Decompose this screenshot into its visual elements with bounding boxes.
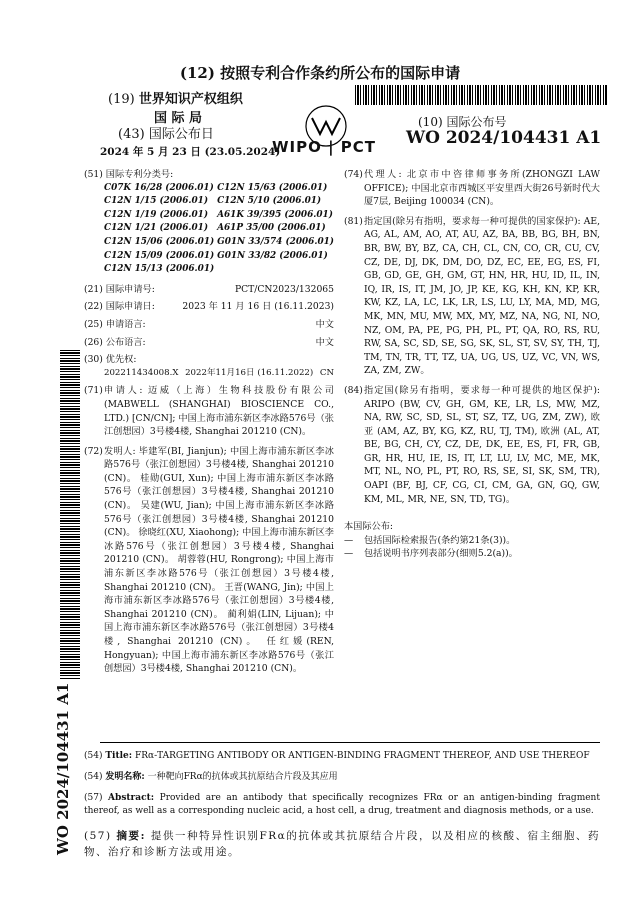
- barcode-side: [60, 350, 80, 680]
- ipc-class: C12N 1/19 (2006.01): [104, 209, 209, 220]
- pub-date-block: [100, 123, 281, 159]
- t54-num: (54): [84, 751, 103, 761]
- s22-label: 国际申请日:: [105, 301, 155, 313]
- org-num: (19): [108, 92, 135, 107]
- pub-no-label: 国际公布号: [446, 115, 507, 129]
- side-publication-code: WO 2024/104431 A1: [54, 682, 72, 855]
- org-name-line1: 世界知识产权组织: [138, 92, 243, 107]
- ipc-class: C12N 15/09 (2006.01): [104, 250, 215, 261]
- divider: [100, 742, 600, 743]
- s74-agent: 代理人: 北京市中咨律师事务所(ZHONGZI LAW OFFICE); 中国北京市西城区平安里西大街26号新时代大厦7层, Beijing 100034 (CN)。: [364, 169, 600, 208]
- org-name-line2: 国 际 局: [154, 111, 203, 126]
- dash-2: —: [344, 548, 354, 560]
- pub-no-value: WO 2024/104431 A1: [406, 128, 602, 148]
- t54-label: Title:: [105, 751, 133, 761]
- pub-date-label: 国际公布日: [148, 127, 214, 142]
- s30-label: 优先权:: [105, 354, 137, 366]
- ipc-class: C12N 15/13 (2006.01): [104, 264, 215, 275]
- ipc-class: C12N 1/21 (2006.01): [104, 223, 209, 234]
- left-column: [84, 168, 334, 676]
- ipc-classes: [84, 182, 334, 277]
- t57-abstract-en: Provided are an antibody that specifically recognizes FRα or an antigen-binding fragment thereof, as well as a corresponding nucleic acid, a host cell, a drug, treatment and diagnosis methods, or a use.: [84, 793, 600, 816]
- t54c-num: (54): [84, 772, 103, 782]
- t57c-num: (57): [84, 830, 112, 842]
- s81-designated-states: 指定国(除另有指明，要求每一种可提供的国家保护): AE, AG, AL, AM, AO, AT, AU, AZ, BA, BB, BG, BH, BN, BR, BW, BY, BZ, CA, CH, CL, CN, CO, CR, CU, CV, CZ, DE, DJ, DK, DM, DO, DZ, EC, EE, EG, ES, FI, GB, GD, GE, GH, GM, GT, HN, HR, HU, ID, IL, IN, IQ, IR, IS, IT, JM, JO, JP, KE, KG, KH, KN, KP, KR, KW, KZ, LA, LC, LK, LR, LS, LU, LY, MA, MD, MG, MK, MN, MU, MW, MX, MY, MZ, NA, NG, NI, NO, NZ, OM, PA, PE, PG, PH, PL, PT, QA, RO, RS, RU, RW, SA, SC, SD, SE, SG, SK, SL, ST, SV, SY, TH, TJ, TM, TN, TR, TT, TZ, UA, UG, US, UZ, VC, VN, WS, ZA, ZM, ZW。: [364, 215, 600, 377]
- s30-priority-cc: CN: [319, 367, 334, 378]
- org-block: [108, 88, 243, 126]
- s81-num: (81): [344, 215, 363, 227]
- s25-label: 申请语言:: [105, 318, 146, 330]
- bottom-section: [84, 750, 600, 863]
- ipc-class: C12N 5/10 (2006.01): [217, 196, 322, 207]
- s51-label: 国际专利分类号:: [105, 169, 174, 180]
- dash-1: —: [344, 534, 354, 546]
- ipc-class: C12N 15/63 (2006.01): [217, 182, 328, 193]
- s26-value: 中文: [315, 336, 334, 348]
- s72-num: (72): [84, 445, 103, 457]
- ipc-class: A61K 39/395 (2006.01): [217, 209, 333, 220]
- barcode-top: [355, 85, 607, 105]
- s71-num: (71): [84, 385, 103, 397]
- pub-no-num: (10): [418, 115, 443, 129]
- pub-date-value: 2024 年 5 月 23 日 (23.05.2024): [100, 146, 281, 158]
- s51-num: (51): [84, 169, 103, 180]
- t54-title-en: FRα-TARGETING ANTIBODY OR ANTIGEN-BINDING FRAGMENT THEREOF, AND USE THEREOF: [134, 751, 590, 761]
- s21-value: PCT/CN2023/132065: [234, 283, 334, 295]
- ipc-class: C12N 15/06 (2006.01): [104, 236, 215, 247]
- publication-item-2: 包括说明书序列表部分(细则5.2(a))。: [364, 548, 518, 560]
- publication-item-1: 包括国际检索报告(条约第21条(3))。: [364, 534, 516, 546]
- right-column: [344, 168, 600, 561]
- t57c-label: 摘要:: [116, 830, 146, 842]
- t57c-abstract-zh: 提供一种特异性识别FRα的抗体或其抗原结合片段，以及相应的核酸、宿主细胞、药物、治疗和诊断方法或用途。: [84, 830, 600, 858]
- s21-label: 国际申请号:: [105, 283, 155, 295]
- s74-num: (74): [344, 169, 363, 180]
- ipc-column-2: [217, 182, 334, 277]
- s25-value: 中文: [315, 318, 334, 330]
- ipc-column-1: [104, 182, 217, 277]
- s30-num: (30): [84, 354, 103, 366]
- s71-applicant: 申请人: 迈威（上海）生物科技股份有限公司 (MABWELL (SHANGHAI) BIOSCIENCE CO., LTD.) [CN/CN]; 中国上海市浦东新区李冰路576号（张江创想园）3号楼4楼, Shanghai 201210 (CN)。: [104, 385, 334, 438]
- ipc-class: G01N 33/82 (2006.01): [217, 250, 328, 261]
- t57-num: (57): [84, 793, 103, 803]
- s25-num: (25): [84, 318, 103, 330]
- t57-label: Abstract:: [108, 793, 155, 803]
- s30-priority-no: 202211434008.X: [104, 367, 179, 378]
- ipc-class: A61P 35/00 (2006.01): [217, 223, 326, 234]
- s26-num: (26): [84, 336, 103, 348]
- ipc-class: G01N 33/574 (2006.01): [217, 236, 334, 247]
- s26-label: 公布语言:: [105, 336, 146, 348]
- s30-priority-date: 2022年11月16日 (16.11.2022): [185, 367, 314, 378]
- publication-label: 本国际公布:: [344, 521, 394, 533]
- s22-value: 2023 年 11 月 16 日 (16.11.2023): [182, 301, 334, 313]
- s21-num: (21): [84, 283, 103, 295]
- s84-regional-states: 指定国(除另有指明，要求每一种可提供的地区保护): ARIPO (BW, CV, GH, GM, KE, LR, LS, MW, MZ, NA, RW, SC, SD, SL, ST, SZ, TZ, UG, ZM, ZW), 欧亚 (AM, AZ, BY, KG, KZ, RU, TJ, TM), 欧洲 (AL, AT, BE, BG, CH, CY, CZ, DE, DK, EE, ES, FI, FR, GB, GR, HR, HU, IE, IS, IT, LT, LU, LV, MC, ME, MK, MT, NL, NO, PL, PT, RO, RS, SE, SI, SK, SM, TR), OAPI (BF, BJ, CF, CG, CI, CM, GA, GN, GQ, GW, KM, ML, MR, NE, SN, TD, TG)。: [364, 384, 600, 505]
- t54c-label: 发明名称:: [105, 772, 145, 782]
- ipc-class: C07K 16/28 (2006.01): [104, 182, 214, 193]
- logo-text: WIPO | PCT: [272, 138, 377, 156]
- s22-num: (22): [84, 301, 103, 313]
- s84-num: (84): [344, 384, 363, 396]
- pub-date-num: (43): [118, 127, 145, 142]
- ipc-class: C12N 1/15 (2006.01): [104, 196, 209, 207]
- s72-inventors: 发明人: 毕建军(BI, Jianjun); 中国上海市浦东新区李冰路576号（张江创想园）3号楼4楼, Shanghai 201210 (CN)。 桂勋(GUI, Xun); 中国上海市浦东新区李冰路576号（张江创想园）3号楼4楼, Shanghai 201210 (CN)。 吴建(WU, Jian); 中国上海市浦东新区李冰路576号（张江创想园）3号楼4楼, Shanghai 201210 (CN)。 徐晓红(XU, Xiaohong); 中国上海市浦东新区李冰路576号（张江创想园）3号楼4楼, Shanghai 201210 (CN)。 胡蓉蓉(HU, Rongrong); 中国上海市浦东新区李冰路576号（张江创想园）3号楼4楼, Shanghai 201210 (CN)。 王晋(WANG, Jin); 中国上海市浦东新区李冰路576号（张江创想园）3号楼4楼, Shanghai 201210 (CN)。 蔺利娟(LIN, Lijuan); 中国上海市浦东新区李冰路576号（张江创想园）3号楼4楼, Shanghai 201210 (CN)。 任红媛(REN, Hongyuan); 中国上海市浦东新区李冰路576号（张江创想园）3号楼4楼, Shanghai 201210 (CN)。: [104, 445, 334, 675]
- t54c-title-zh: 一种靶向FRα的抗体或其抗原结合片段及其应用: [147, 772, 338, 782]
- document-title: (12) 按照专利合作条约所公布的国际申请: [179, 64, 461, 82]
